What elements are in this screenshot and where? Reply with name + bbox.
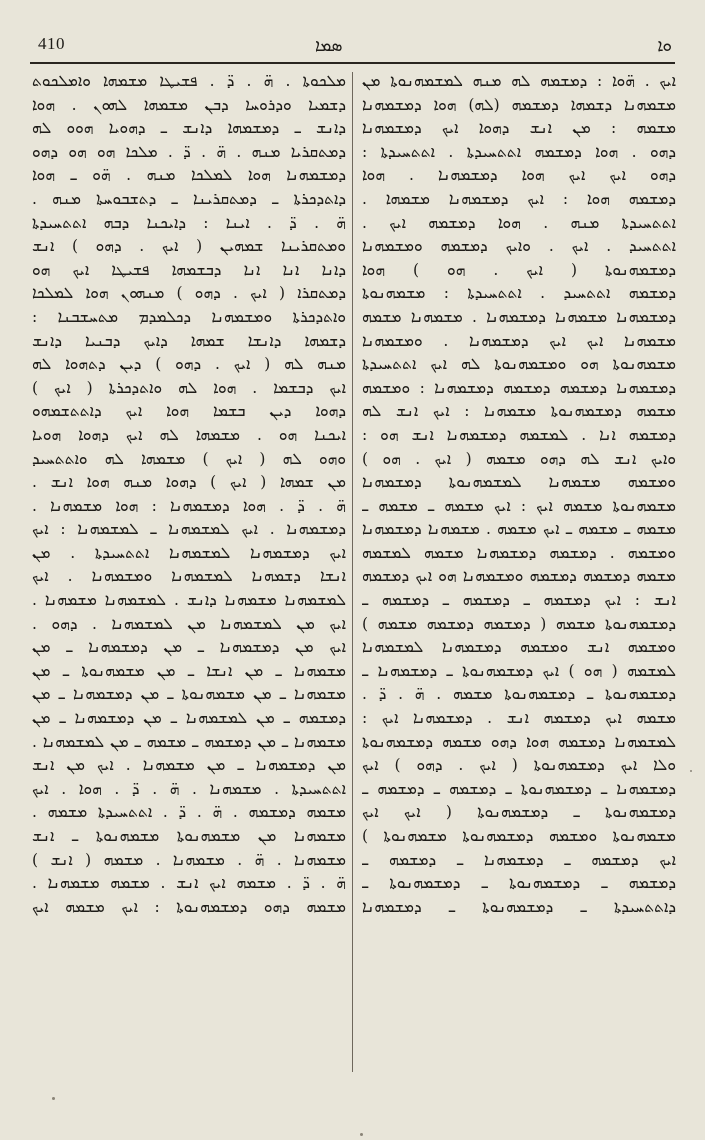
- text-line: ܕܡܫܡܗ ܐܬܬܚܝܕ . ܐܬܬܚܝܕܬܐ : ܡܫܡܗܢܘܬܐ: [362, 284, 676, 303]
- text-line: ܡܫܡܗܢܘܬܐ ܘܡܫܡܗ ܕܡܫܡܗܢܘܬܐ ܡܫܡܗܢܘܬܐ ): [362, 827, 676, 845]
- text-line: ܐܬܬܚܝܕܬܐ . ܡܫܡܗܢܐ . ܗ̈ . ܕ̈ . ܗܘܐ . ܐܝܟ: [32, 779, 346, 798]
- text-line: ܕܗܘܐ ܕܝܢ ܒܫܡܐ ܗܘܐ ܐܝܟ ܕܐܬܬܫܡܗܘ: [32, 402, 346, 421]
- text-line: ܡܢ ܕܡܫܡܗܢܐ ـ ܡܢ ܡܫܡܗܢܐ . ܐܝܟ ܡܢ ܐܢܫ: [32, 756, 346, 775]
- text-line: ܘܡܫܡܗ . ܕܡܫܡܗ ܕܡܫܡܗܢܐ ܡܫܡܗ ܠܡܫܡܗ: [362, 543, 676, 562]
- text-line: ܡܫܡܗܢܐ ـ ܡܢ ܐܢܫܐ ـ ܡܢ ܡܫܡܗܢܘܬܐ ـ ܡܢ: [32, 661, 346, 680]
- text-line: ܐܝܟ ܕܡܫܡܗ ـ ܕܡܫܡܗܢܐ ـ ܕܡܫܡܗ ـ: [362, 850, 676, 869]
- paper-speck: [360, 1133, 363, 1136]
- syriac-page-number: ܘܐ: [657, 36, 672, 56]
- paper-speck: [52, 1097, 55, 1100]
- text-line: ܡܢܗ ܠܗ ( ܐܝܟ . ܕܗܘ ) ܕܝܢ ܕܬܗܘܐ ܠܗ: [32, 355, 346, 374]
- text-line: ܕܫܡܗܐ ܕܐܢܫܐ ܫܡܗܐ ܕܐܝܟ ܕܒܢܝܐ ܕܐܢܫ: [32, 331, 346, 350]
- text-line: ܕܡܫܡܗܢܐ ܡܫܡܗܢܐ ܕܡܫܡܗܢܐ . ܡܫܡܗܢܐ ܡܫܡܗ: [362, 307, 676, 326]
- text-line: ܘܠܐ ܐܝܟ ܕܡܫܡܗܢܘܬܐ ( ܐܝܟ . ܕܗܘ ) ܐܝܟ: [362, 756, 676, 775]
- text-line: ܕܡܫܡܗܢܘܬܐ ـ ܕܡܫܡܗܢܘܬܐ ( ܐܝܟ ܐܝܟ: [362, 803, 676, 822]
- text-line: ܐܝܟ ܡܢ ܠܡܫܡܗܢܐ ܡܢ ܠܡܫܡܗܢܐ . ܕܗܘ .: [32, 614, 346, 633]
- text-line: ܕܡܬܩܪܝܐ ܡܢܗ . ܗ̈ . ܕ̈ . ܡܠܟܐ ܗܘ ܗܘ ܕܗܘ: [32, 142, 346, 161]
- text-line: ܕܡܫܡܗܢܐ ܕܡܫܡܗ ܕܡܫܡܗ ܕܡܫܡܗܢܐ : ܘܡܫܡܗ: [362, 378, 676, 397]
- text-line: ܕܡܫܡܗܢܐ . ܐܝܟ ܠܡܫܡܗܢܐ ـ ܠܡܫܡܗܢܐ : ܐܝܟ: [32, 520, 346, 539]
- text-line: ܐܬܬܚܝܕܬܐ ܡܢܗ . ܗܘܐ ܕܡܫܡܗ ܐܝܟ .: [362, 213, 676, 232]
- text-line: ܡܫܡܗܢܐ ـ ܡܢ ܡܫܡܗܢܘܬܐ ـ ܡܢ ܕܡܫܡܗܢܐ ـ ܡܢ: [32, 685, 346, 704]
- text-line: ܗ̈ . ܕ̈ . ܡܫܡܗ ܐܝܟ ܐܢܫ . ܡܫܡܗ ܡܫܡܗܢܐ .: [32, 874, 346, 893]
- text-line: ܠܡܫܡܗܢܐ ܡܫܡܗܢܐ ܕܐܢܫ . ܠܡܫܡܗܢܐ ܡܫܡܗܢܐ .: [32, 591, 346, 610]
- running-head: ܣܡܐ: [315, 36, 343, 56]
- text-line: ܕܡܫܡܗܢܘܬܐ ܡܫܡܗ ( ܕܡܫܡܗ ܕܡܫܡܗ ܡܫܡܗ ): [362, 614, 676, 633]
- text-line: ܠܡܫܡܗ ( ܗܘ ) ܐܝܟ ܕܡܫܡܗܢܘܬܐ ـ ܕܡܫܡܗܢܐ ـ: [362, 661, 676, 680]
- text-line: ܕܡܫܡܗ ܐܢܐ . ܠܡܫܡܗ ܕܡܫܡܗܢܐ ܐܢܫ ܗܘ :: [362, 425, 676, 444]
- text-line: ܕܡܫܡܗܢܐ ـ ܕܡܫܡܗܢܘܬܐ ـ ܕܡܫܡܗ ـ ܕܡܫܡܗ ـ: [362, 779, 676, 798]
- text-line: ܘܡܫܡܗ ܐܢܫ ܘܡܫܡܗ ܕܡܫܡܗܢܐ ܠܡܫܡܗܢܐ: [362, 638, 676, 657]
- text-line: ܐܢܫܐ ܕܫܡܗܢܐ ܠܡܫܡܗܢܐ ܘܡܫܡܗܢܐ . ܐܝܟ: [32, 567, 346, 586]
- text-line: ܕܐܢܐ ܐܢܐ ܐܢܐ ܕܒܫܡܗܐ ܦܫܝܛܐ ܐܝܟ ܗܘ: [32, 260, 346, 279]
- text-line: ܡܫܡܗ ܕܡܫܡܗ . ܗ̈ . ܕ̈ . ܐܬܬܚܝܕܬܐ ܡܫܡܗ .: [32, 803, 346, 822]
- right-text-column: [362, 70, 676, 1100]
- page-number: 410: [38, 34, 65, 53]
- text-line: ܡܫܡܗܢܐ . ܗ̈ . ܡܫܡܗܢܐ . ܡܫܡܗ ( ܐܢܫ ): [32, 850, 346, 869]
- text-line: ܡܫܡܗ ܕܗܘ ܕܡܫܡܗܢܘܬܐ : ܐܝܟ ܡܫܡܗ ܐܝܟ: [32, 897, 346, 916]
- text-line: ܡܫܡܗܢܐ ܡܢ ܡܫܡܗܢܘܬܐ ܡܫܡܗܢܘܬܐ ـ ܐܢܫ: [32, 827, 346, 845]
- left-text-column: [32, 70, 346, 1100]
- text-line: ܡܫܡܗܢܐ ܐܝܟ ܐܝܟ ܕܡܫܡܗܢܐ . ܘܡܫܡܗܢܐ: [362, 331, 676, 350]
- text-line: ܡܫܡܗ ܐܝܟ ܕܡܫܡܗ ܐܢܫ . ܕܡܫܡܗܢܐ ܐܝܟ :: [362, 709, 676, 728]
- text-line: ܐܢܫ : ܐܝܟ ܕܡܫܡܗ ـ ܕܡܫܡܗ ـ ܕܡܫܡܗ ـ: [362, 591, 676, 610]
- text-line: ܡܫܡܗ ܕܡܫܡܗܢܘܬܐ ܡܫܡܗܢܐ : ܐܝܟ ܐܢܫ ܠܗ: [362, 402, 676, 421]
- text-line: ܕܐܬܬܚܝܕܬܐ ـ ܕܡܫܡܗܢܘܬܐ ـ ܕܡܫܡܗܢܐ: [362, 897, 676, 916]
- text-line: ܕܡܫܡܗ ܗܘܐ : ܐܝܟ ܕܡܫܡܗܢܐ ܡܫܡܗܐ .: [362, 189, 676, 208]
- text-line: ܡܫܡܗ : ܡܢ ܐܢܫ ܕܗܘܐ ܐܝܟ ܕܡܫܡܗܢܐ: [362, 119, 676, 138]
- text-line: ܕܡܫܡܗܢܘܬܐ ( ܐܝܟ . ܗܘ ) ܗܘܐ: [362, 260, 676, 279]
- text-line: ܘܐܬܕܟܪܬܐ ܘܡܫܡܗܢܐ ܕܟܠܡܕܡ ܡܬܚܫܒܢܐ :: [32, 307, 346, 326]
- text-line: ܘܗܘ ܠܗ ( ܐܝܟ ) ܡܫܡܗܐ ܠܗ ܘܐܬܬܚܝܕ: [32, 449, 346, 468]
- text-line: ܐܝܟ ܕܒܫܡܐ . ܗܘܐ ܠܗ ܘܐܬܕܟܪܬܐ ( ܐܝܟ ): [32, 378, 346, 397]
- text-line: ܕܐܬܕܟܪܬܐ ـ ܕܡܬܩܪܝܢܐ ـ ܕܬܫܒܘܚܬܐ ܡܢܗ .: [32, 189, 346, 208]
- text-line: ܕܐܢܫ ـ ܕܡܫܡܗܐ ܕܐܢܫ ـ ܕܗܘܝܐ ܗܘܘ ܠܗ: [32, 119, 346, 138]
- text-line: ܐܬܬܚܝܕ . ܐܝܟ . ܘܐܝܟ ܕܡܫܡܗ ܘܡܫܡܗܢܐ: [362, 237, 676, 256]
- text-line: ܘܐܝܟ ܐܢܫ ܠܗ ܕܗܘ ܡܫܡܗ ( ܐܝܟ . ܗܘ ): [362, 449, 676, 468]
- text-line: ܡܠܟܘܬܐ . ܗ̈ . ܕ̈ . ܦܫܝܛܐ ܡܫܡܗܐ ܘܐܡܠܟܘܬ: [32, 72, 346, 90]
- text-line: ܡܫܡܗܢܘܬܐ ܡܫܡܗ ܐܝܟ : ܐܝܟ ܡܫܡܗ ـ ܡܫܡܗ ـ: [362, 496, 676, 515]
- text-line: ܘܡܫܡܗ ܡܫܡܗܢܐ ܠܡܫܡܗܢܘܬܐ ܕܡܫܡܗܢܐ: [362, 473, 676, 492]
- text-line: ܕܗܘ ܐܝܟ ܐܝܟ ܗܘܐ ܕܡܫܡܗܢܐ . ܗܘܐ: [362, 166, 676, 185]
- text-line: ܡܫܡܗ ـ ܡܫܡܗ ـ ܐܝܟ ܡܫܡܗ . ܡܫܡܗܢܐ ܕܡܫܡܗܢܐ: [362, 520, 676, 539]
- text-line: ܕܡܫܡܗ ـ ܕܡܫܡܗܢܘܬܐ ـ ܕܡܫܡܗܢܘܬܐ ـ: [362, 874, 676, 893]
- text-line: ܕܗܘ . ܗܘܐ ܕܡܫܡܗ ܐܬܬܚܝܕܬܐ . ܐܬܬܚܝܕܬܐ :: [362, 142, 676, 161]
- text-line: ܗ̈ . ܕ̈ . ܗܘܐ ܕܡܫܡܗܢܐ : ܗܘܐ ܡܫܡܗܢܐ .: [32, 496, 346, 515]
- text-line: ܡܫܡܗܢܐ ـ ܡܢ ܕܡܫܡܗ ـ ܡܫܡܗ ـ ܡܢ ܠܡܫܡܗܢܐ .: [32, 732, 346, 751]
- text-line: ܘܡܬܩܪܝܢܐ ܫܡܗܝܢ ( ܐܝܟ . ܕܗܘ ) ܐܢܫ: [32, 237, 346, 256]
- text-line: ܐܝܟ . ܗ̈ܘܐ : ܕܡܫܡܗ ܠܗ ܡܢܗ ܠܡܫܡܗܢܘܬܐ ܡܢ: [362, 72, 676, 90]
- text-line: ܗ̈ . ܕ̈ . ܐܝܢܐ : ܕܐܝܟܢܐ ܕܒܗ ܐܬܬܚܝܕܬܐ: [32, 213, 346, 232]
- text-line: ܕܡܫܡܗ ـ ܡܢ ܠܡܫܡܗܢܐ ـ ܡܢ ܕܡܫܡܗܢܐ ـ ܡܢ: [32, 709, 346, 728]
- text-line: ܡܢ ܫܡܗܐ ( ܐܝܟ ) ܕܗܘܐ ܡܢܗ ܗܘܐ ܐܢܫ .: [32, 473, 346, 492]
- column-divider: [352, 72, 353, 1072]
- text-line: ܠܡܫܡܗܢܐ ܕܡܫܡܗ ܗܘܐ ܕܗܘ ܡܫܡܗ ܕܡܫܡܗܢܘܬܐ: [362, 732, 676, 751]
- text-line: ܐܝܟ ܡܢ ܕܡܫܡܗܢܐ ـ ܡܢ ܕܡܫܡܗܢܐ ـ ܡܢ: [32, 638, 346, 657]
- text-line: ܐܝܟܢܐ ܗܘ . ܡܫܡܗܐ ܠܗ ܐܝܟ ܕܗܘܐ ܗܘܝܐ: [32, 425, 346, 444]
- text-line: ܡܫܡܗܢܐ ܕܫܡܗܐ ܕܡܫܡܗ (ܠܗ) ܗܘܐ ܕܡܫܡܗܢܐ: [362, 95, 676, 114]
- text-line: ܡܫܡܗ ܕܡܫܡܗ ܕܡܫܡܗ ܘܡܫܡܗܢܐ ܗܘ ܐܝܟ ܕܡܫܡܗ: [362, 567, 676, 586]
- page-header: [30, 30, 680, 64]
- header-rule: [30, 62, 675, 64]
- text-line: ܕܡܫܡܗܢܐ ܗܘܐ ܠܡܠܟܐ ܡܢܗ . ܗ̈ܘ ـ ܗܘܐ: [32, 166, 346, 185]
- text-line: ܕܫܡܝܐ ܘܕܪܘܚܐ ܕܒܢ ܡܫܡܗܐ ܠܗܘܢ . ܗܘܐ: [32, 95, 346, 114]
- text-line: ܐܝܟ ܕܡܫܡܗܢܐ ܠܡܫܡܗܢܐ ܐܬܬܚܝܕܬܐ . ܡܢ: [32, 543, 346, 562]
- text-line: ܕܡܫܡܗܢܘܬܐ ـ ܕܡܫܡܗܢܘܬܐ ܡܫܡܗ . ܗ̈ . ܕ̈ .: [362, 685, 676, 704]
- text-line: ܕܡܬܩܪܐ ( ܐܝܟ . ܕܗܘ ) ܡܢܗܘܢ ܗܘܐ ܠܡܠܟܐ: [32, 284, 346, 303]
- paper-speck: [690, 770, 692, 772]
- text-line: ܡܫܡܗܢܘܬܐ ܗܘ ܘܡܫܡܗܢܘܬܐ ܠܗ ܐܝܟ ܐܬܬܚܝܕܬܐ: [362, 355, 676, 374]
